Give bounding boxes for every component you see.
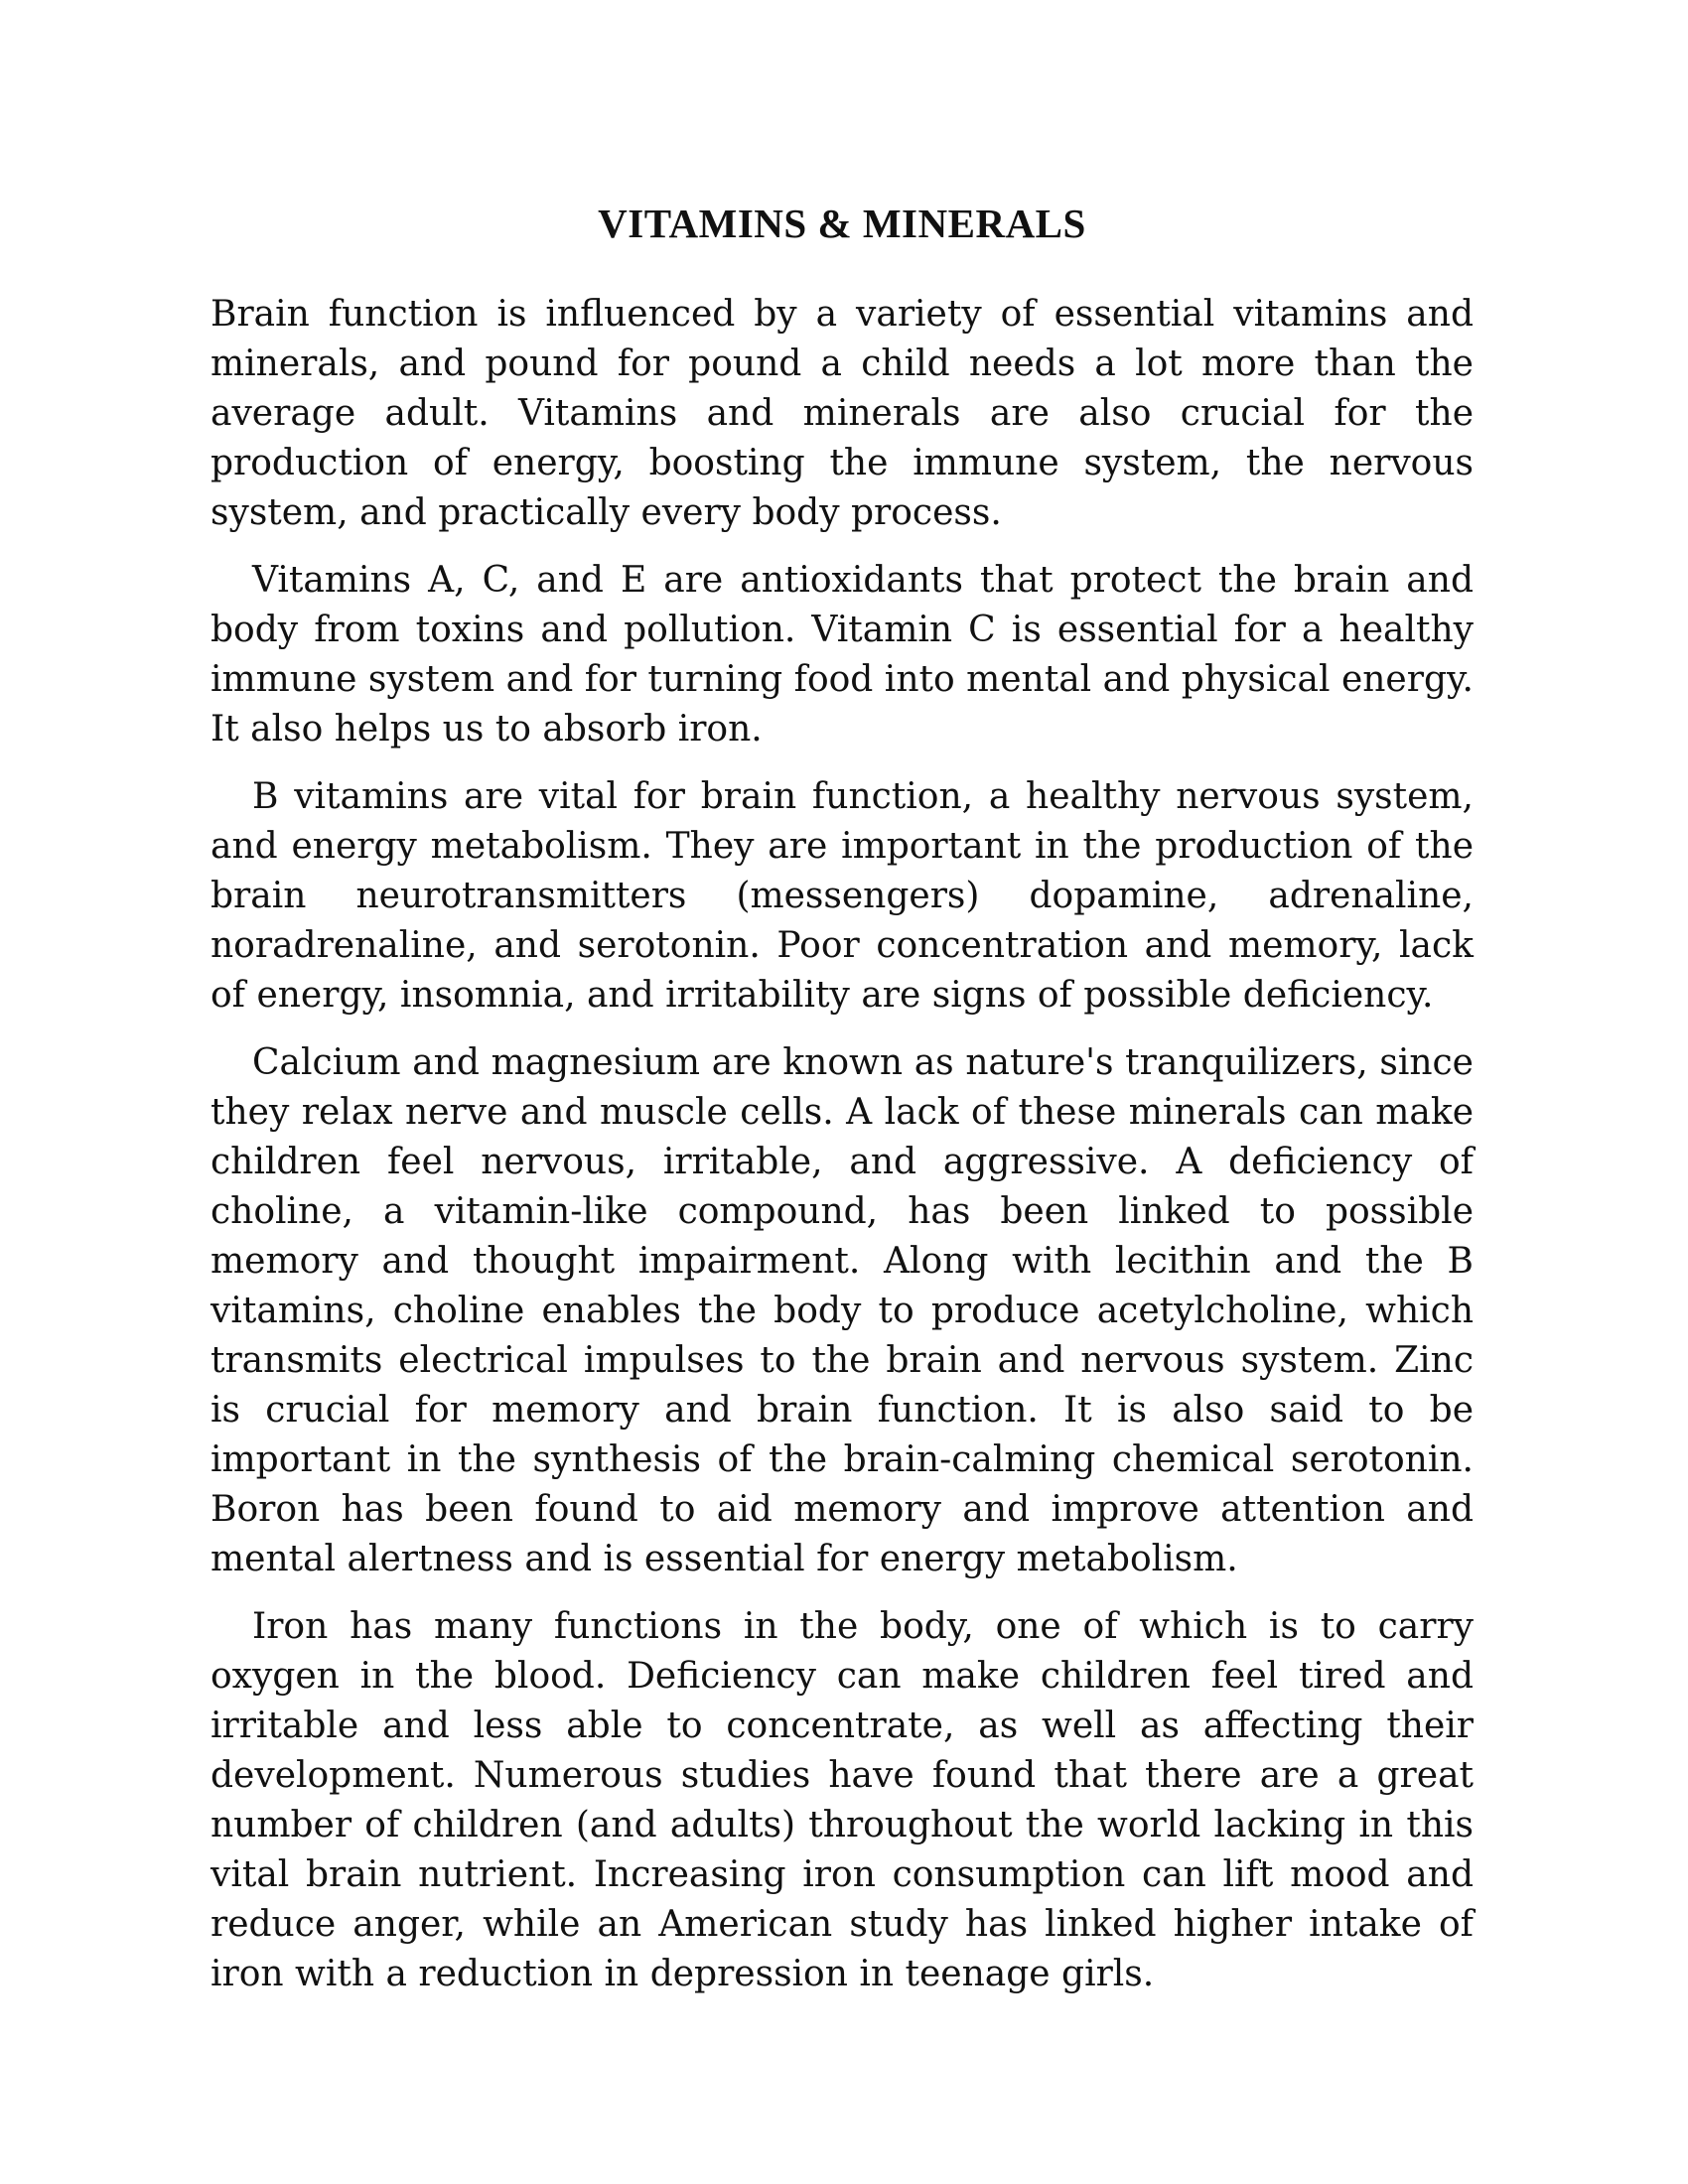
paragraph-iron: Iron has many functions in the body, one of which is to carry oxygen in the blood. Deficiency can make children feel tired and irritable and less able to concentrate, as well as affecting their development. Numerous studies have found that there are a great number of children (and adults) throughout the world lacking in this vital brain nutrient. Increasing iron consumption can lift mood and reduce anger, while an American study has linked higher intake of iron with a reduction in depression in teenage girls.: [211, 1606, 1474, 1994]
paragraph-antioxidant-vitamins: Vitamins A, C, and E are antioxidants that protect the brain and body from toxins and pollution. Vitamin C is essential for a healthy immune system and for turning food into mental and physical energy. It also helps us to absorb iron.: [211, 560, 1474, 750]
page-title: VITAMINS & MINERALS: [598, 201, 1086, 246]
paragraph-b-vitamins: B vitamins are vital for brain function, a healthy nervous system, and energy metabolism. They are important in the production of the brain neurotransmitters (messengers) dopamine, adrenaline, noradrenaline, and serotonin. Poor concentration and memory, lack of energy, insomnia, and irritability are signs of possible deficiency.: [211, 776, 1474, 1016]
paragraph-minerals: Calcium and magnesium are known as nature's tranquilizers, since they relax nerve and muscle cells. A lack of these minerals can make children feel nervous, irritable, and aggressive. A deficiency of choline, a vitamin-like compound, has been linked to possible memory and thought impairment. Along with lecithin and the B vitamins, choline enables the body to produce acetylcholine, which transmits electrical impulses to the brain and nervous system. Zinc is crucial for memory and brain function. It is also said to be important in the synthesis of the brain-calming chemical serotonin. Boron has been found to aid memory and improve attention and mental alertness and is essential for energy metabolism.: [211, 1042, 1474, 1579]
paragraph-brain-function: Brain function is influenced by a variety of essential vitamins and minerals, and pound for pound a child needs a lot more than the average adult. Vitamins and minerals are also crucial for the production of energy, boosting the immune system, the nervous system, and practically every body process.: [211, 294, 1474, 533]
document-page: [211, 199, 1474, 2017]
